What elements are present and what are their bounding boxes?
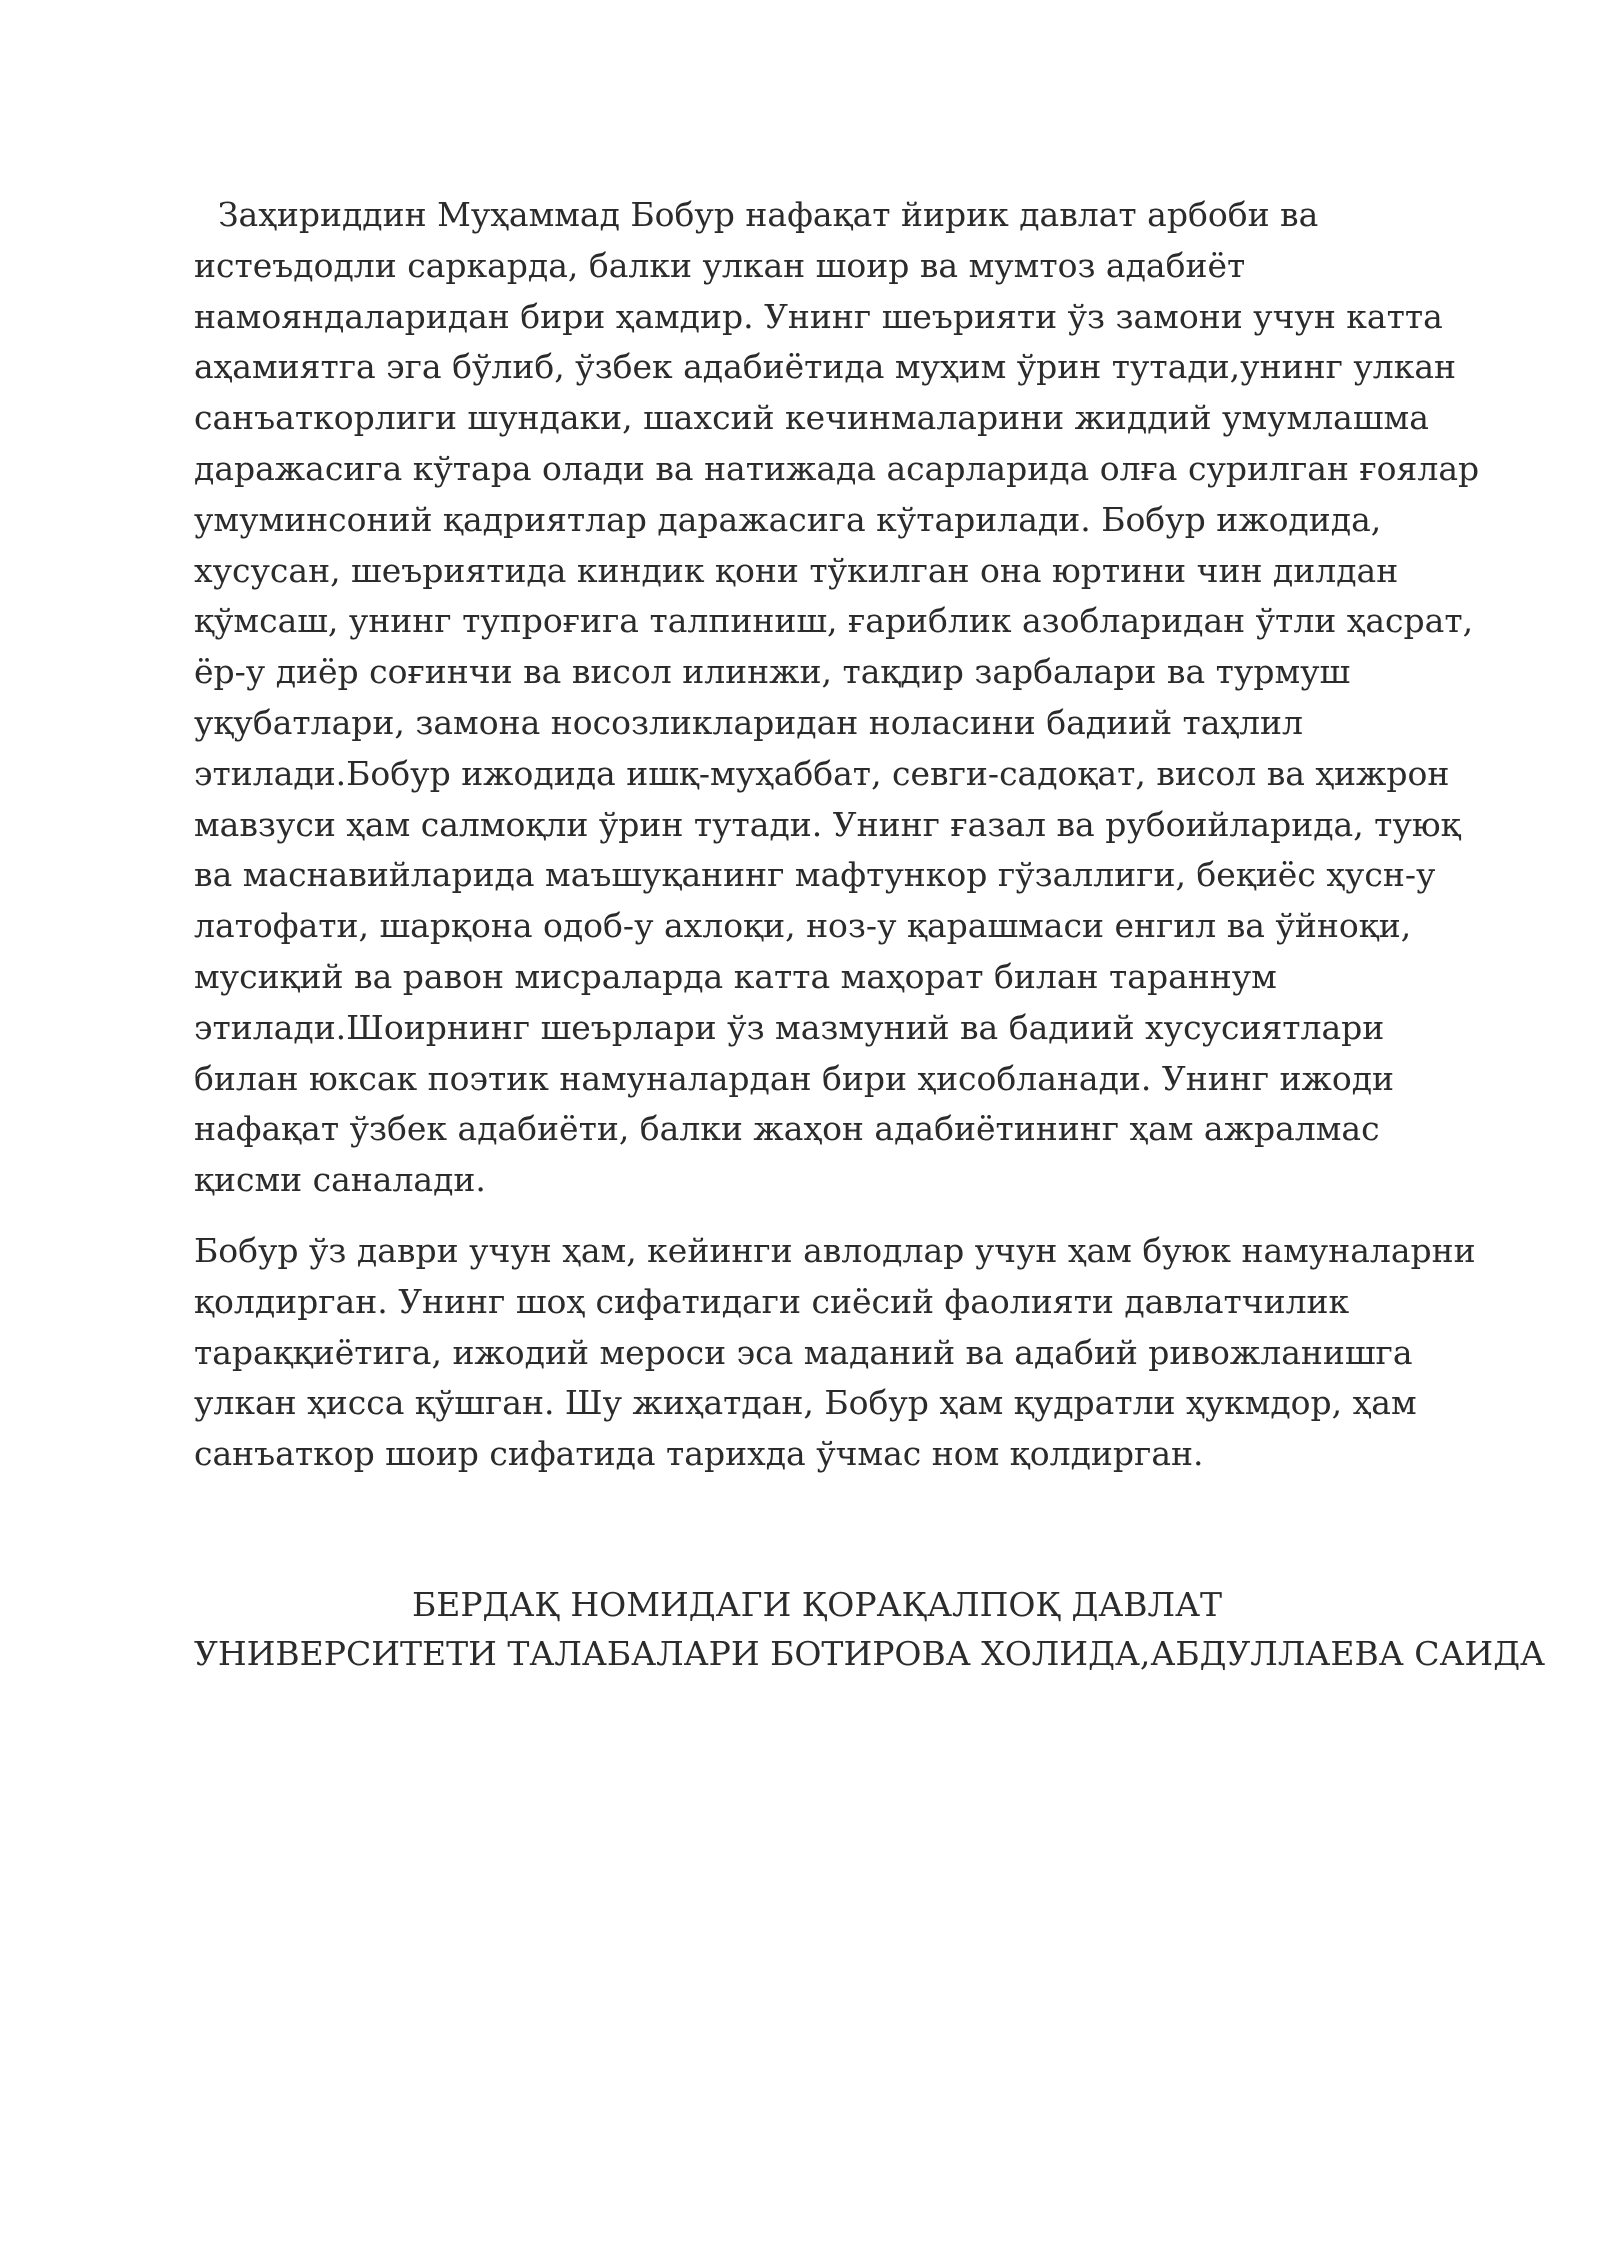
- paragraph-1-line: қисми саналади.: [194, 1160, 486, 1200]
- paragraph-1-line: ва маснавийларида маъшуқанинг мафтункор гўзаллиги, беқиёс ҳусн-у: [194, 855, 1436, 895]
- signature-students-line: УНИВЕРСИТЕТИ ТАЛАБАЛАРИ БОТИРОВА ХОЛИДА,АБДУЛЛАЕВА САИДА: [194, 1634, 1546, 1673]
- paragraph-1-line: латофати, шарқона одоб-у ахлоқи, ноз-у қарашмаси енгил ва ўйноқи,: [194, 906, 1412, 946]
- paragraph-1-line: хусусан, шеъриятида киндик қони тўкилган она юртини чин дилдан: [194, 550, 1399, 590]
- paragraph-1-line: билан юксак поэтик намуналардан бири ҳисобланади. Унинг ижоди: [194, 1058, 1395, 1098]
- paragraph-1-line: санъаткорлиги шундаки, шахсий кечинмаларини жиддий умумлашма: [194, 398, 1429, 438]
- paragraph-1-line: даражасига кўтара олади ва натижада асарларида олға сурилган ғоялар: [194, 448, 1480, 488]
- paragraph-1-line: [194, 190, 1414, 241]
- paragraph-1-line: ёр-у диёр соғинчи ва висол илинжи, тақдир зарбалари ва турмуш: [194, 652, 1351, 692]
- paragraph-1-line: мавзуси ҳам салмоқли ўрин тутади. Унинг ғазал ва рубоийларида, туюқ: [194, 804, 1461, 844]
- paragraph-1-line: аҳамиятга эга бўлиб, ўзбек адабиётида муҳим ўрин тутади,унинг улкан: [194, 347, 1457, 387]
- paragraph-1-line: мусиқий ва равон мисраларда катта маҳорат билан тараннум: [194, 956, 1277, 996]
- paragraph-1-line: умуминсоний қадриятлар даражасига кўтарилади. Бобур ижодида,: [194, 499, 1382, 539]
- paragraph-1-line-text: Заҳириддин Муҳаммад Бобур нафақат йирик давлат арбоби ва: [218, 195, 1319, 234]
- paragraph-1-line: этилади.Бобур ижодида ишқ-муҳаббат, севги-садоқат, висол ва ҳижрон: [194, 753, 1450, 793]
- paragraph-1-line: намояндаларидан бири ҳамдир. Унинг шеърияти ўз замони учун катта: [194, 296, 1443, 336]
- paragraph-2-line: қолдирган. Унинг шоҳ сифатидаги сиёсий фаолияти давлатчилик: [194, 1281, 1350, 1321]
- paragraph-1-line: этилади.Шоирнинг шеърлари ўз мазмуний ва бадиий хусусиятлари: [194, 1007, 1385, 1047]
- essay-body: [194, 190, 1480, 1480]
- paragraph-2: [194, 1226, 1476, 1480]
- paragraph-2-line: санъаткор шоир сифатида тарихда ўчмас ном қолдирган.: [194, 1434, 1204, 1474]
- author-signature: [194, 1580, 1546, 1678]
- paragraph-2-line: тараққиётига, ижодий мероси эса маданий ва адабий ривожланишга: [194, 1332, 1413, 1372]
- paragraph-1: [194, 190, 1480, 1206]
- paragraph-2-line: Бобур ўз даври учун ҳам, кейинги авлодлар учун ҳам буюк намуналарни: [194, 1230, 1476, 1270]
- paragraph-1-line: қўмсаш, унинг тупроғига талпиниш, ғариблик азобларидан ўтли ҳасрат,: [194, 601, 1474, 641]
- paragraph-1-line: уқубатлари, замона носозликларидан ноласини бадиий таҳлил: [194, 702, 1304, 742]
- paragraph-1-line: нафақат ўзбек адабиёти, балки жаҳон адабиётининг ҳам ажралмас: [194, 1109, 1380, 1149]
- paragraph-2-line: улкан ҳисса қўшган. Шу жиҳатдан, Бобур ҳам қудратли ҳукмдор, ҳам: [194, 1383, 1417, 1423]
- paragraph-1-line: истеъдодли саркарда, балки улкан шоир ва мумтоз адабиёт: [194, 245, 1246, 285]
- signature-university-line: БЕРДАҚ НОМИДАГИ ҚОРАҚАЛПОҚ ДАВЛАТ: [412, 1585, 1223, 1624]
